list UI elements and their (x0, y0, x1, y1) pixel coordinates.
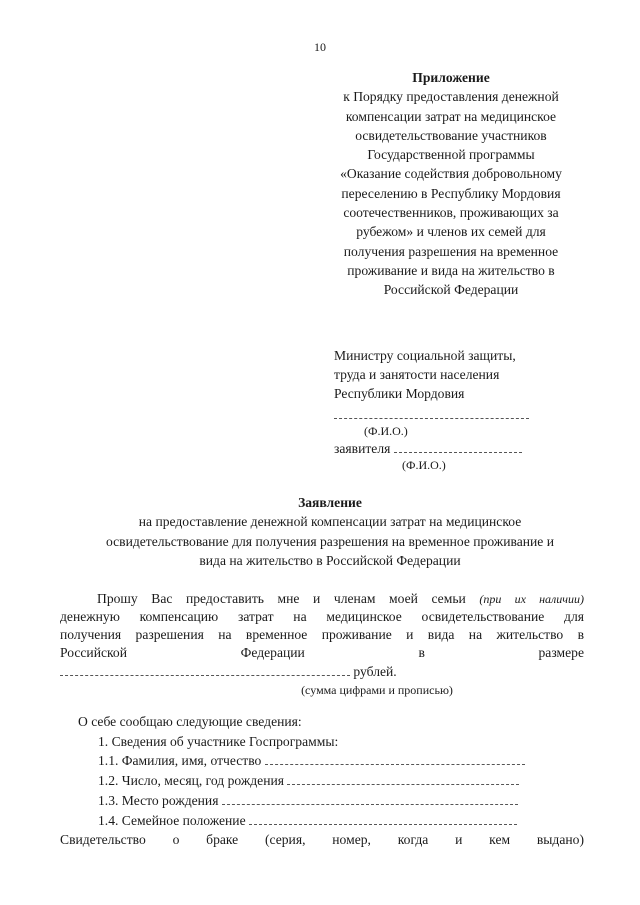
request-line (60, 644, 584, 662)
marriage-word: (серия, (265, 832, 306, 848)
item-label: 1.3. Место рождения (98, 792, 219, 808)
annex-line: освидетельствование участников (355, 127, 547, 143)
info-section (60, 712, 584, 850)
statement-heading (60, 493, 600, 571)
marital-blank[interactable] (249, 812, 517, 825)
birthdate-row (78, 771, 584, 791)
request-line (60, 590, 584, 608)
item-label: 1.1. Фамилия, имя, отчество (98, 753, 262, 769)
annex-line: компенсации затрат на медицинское (345, 108, 557, 124)
birthplace-blank[interactable] (222, 792, 518, 805)
annex-line: Российской Федерации (383, 282, 519, 298)
amount-caption: (сумма цифрами и прописью) (301, 683, 453, 697)
annex-line: получения разрешения на временное (343, 243, 559, 259)
section-heading: 1. Сведения об участнике Госпрограммы: (98, 733, 339, 749)
request-line: получения разрешения на временное проживание и вида на жительство в (60, 627, 584, 642)
statement-subtitle-line: освидетельствование для получения разрешения на временное проживание и (105, 533, 554, 549)
marital-row (78, 811, 584, 831)
amount-blank[interactable] (60, 663, 350, 676)
marriage-word: номер, (332, 832, 371, 848)
marriage-word: о (172, 832, 180, 848)
applicant-row (334, 439, 584, 458)
request-text: Прошу Вас предоставить мне и членам моей семьи (97, 591, 466, 606)
applicant-label: заявителя (334, 441, 391, 456)
addressee-block (334, 346, 584, 472)
addressee-line: труда и занятости населения (334, 367, 500, 382)
item-label: 1.2. Число, месяц, год рождения (98, 773, 284, 789)
request-word: Российской (60, 645, 127, 660)
minister-fio-caption: (Ф.И.О.) (364, 424, 408, 438)
marriage-word: браке (206, 832, 239, 848)
annex-line: «Оказание содействия добровольному (340, 166, 562, 182)
item-label: 1.4. Семейное положение (98, 812, 246, 828)
marriage-certificate-line (60, 830, 584, 850)
applicant-fio-blank[interactable] (394, 440, 522, 453)
annex-line: Государственной программы (367, 147, 535, 163)
marriage-word: выдано) (536, 832, 584, 848)
marriage-word: и (455, 832, 463, 848)
marriage-word: когда (397, 832, 429, 848)
request-word: размере (538, 645, 584, 660)
annex-title: Приложение (412, 70, 490, 85)
amount-suffix: рублей. (353, 664, 397, 679)
request-word: в (418, 645, 425, 660)
birthdate-blank[interactable] (287, 772, 519, 785)
addressee-line: Республики Мордовия (334, 386, 465, 401)
annex-line: проживание и вида на жительство в (347, 262, 555, 278)
annex-line: переселению в Республику Мордовия (341, 185, 561, 201)
amount-row (60, 663, 584, 681)
request-paragraph (60, 590, 584, 699)
page-number: 10 (314, 40, 326, 54)
request-note: (при их наличии) (479, 592, 584, 606)
minister-fio-field[interactable] (334, 405, 584, 424)
marriage-word: кем (489, 832, 511, 848)
statement-title: Заявление (298, 495, 362, 510)
fullname-blank[interactable] (265, 752, 525, 765)
annex-line: к Порядку предоставления денежной (343, 89, 559, 105)
applicant-fio-caption: (Ф.И.О.) (402, 458, 446, 472)
info-intro: О себе сообщаю следующие сведения: (78, 714, 302, 729)
request-line: денежную компенсацию затрат на медицинское освидетельствование для (60, 609, 584, 624)
marriage-word: Свидетельство (60, 832, 146, 848)
annex-line: соотечественников, проживающих за (343, 205, 559, 221)
annex-line: рубежом» и членов их семей для (356, 224, 546, 240)
statement-subtitle-line: на предоставление денежной компенсации затрат на медицинское (138, 514, 522, 530)
addressee-line: Министру социальной защиты, (334, 348, 516, 363)
annex-block (318, 68, 584, 300)
statement-subtitle-line: вида на жительство в Российской Федерации (199, 553, 461, 569)
request-word: Федерации (240, 645, 305, 660)
surname-row (78, 751, 584, 771)
birthplace-row (78, 791, 584, 811)
minister-fio-blank[interactable] (334, 406, 529, 419)
